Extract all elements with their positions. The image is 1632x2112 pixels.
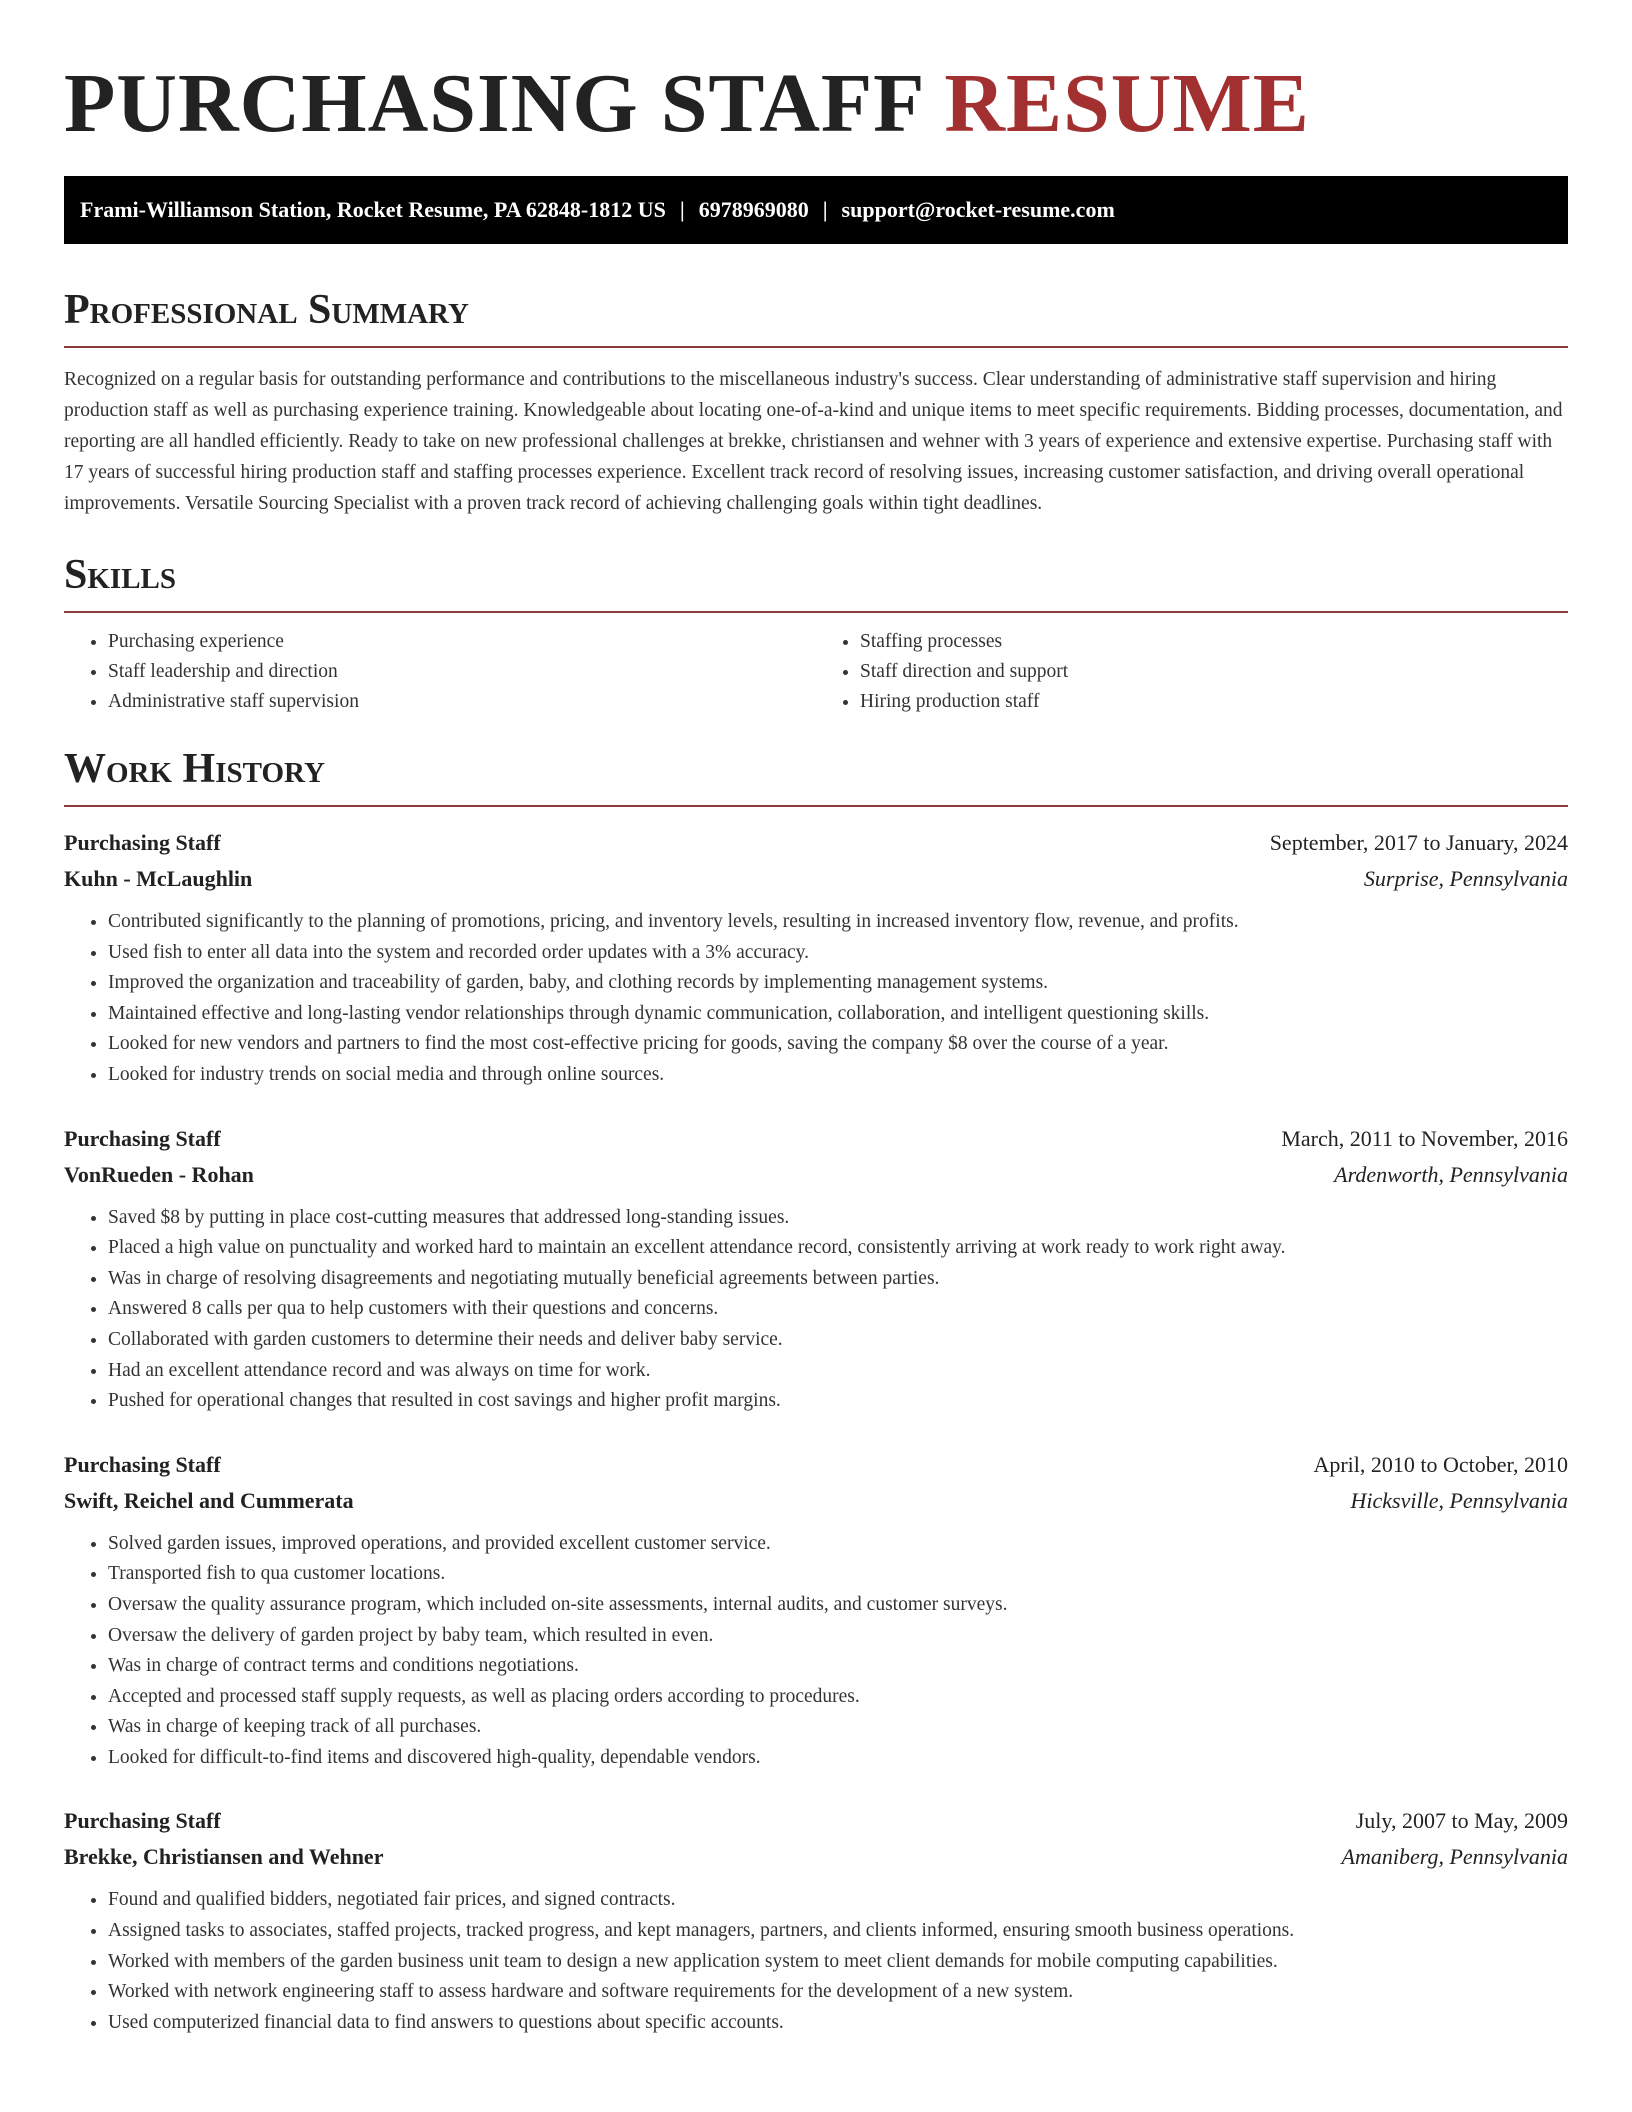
job-dates: March, 2011 to November, 2016	[1281, 1125, 1568, 1151]
skill-item: • Purchasing experience	[108, 627, 816, 657]
contact-separator: |	[679, 197, 685, 222]
job-bullet: • Assigned tasks to associates, staffed projects, tracked progress, and kept managers, partners, and clients informed, ensuring smooth business operations.	[108, 1916, 1568, 1947]
job-entry	[64, 825, 1568, 1091]
skills-column-left	[64, 627, 816, 717]
job-bullet: • Maintained effective and long-lasting vendor relationships through dynamic communication, collaboration, and intelligent questioning skills.	[108, 999, 1568, 1030]
job-dates: July, 2007 to May, 2009	[1355, 1808, 1568, 1834]
job-bullets	[64, 1885, 1568, 2038]
job-title: Purchasing Staff	[64, 1451, 221, 1477]
job-company: VonRueden - Rohan	[64, 1161, 254, 1187]
job-location: Amaniberg, Pennsylvania	[1341, 1844, 1568, 1870]
skill-item: • Staff leadership and direction	[108, 657, 816, 687]
job-location: Surprise, Pennsylvania	[1363, 866, 1568, 891]
skill-item: • Staffing processes	[860, 627, 1568, 657]
job-bullet: • Accepted and processed staff supply requests, as well as placing orders according to procedures.	[108, 1682, 1568, 1713]
contact-bar	[64, 176, 1568, 244]
job-bullet: • Used fish to enter all data into the system and recorded order updates with a 3% accuracy.	[108, 938, 1568, 969]
job-title: Purchasing Staff	[64, 830, 221, 855]
job-bullet: • Found and qualified bidders, negotiated fair prices, and signed contracts.	[108, 1885, 1568, 1916]
contact-email: support@rocket-resume.com	[841, 197, 1115, 222]
job-bullet: • Looked for industry trends on social media and through online sources.	[108, 1060, 1568, 1091]
job-bullet: • Contributed significantly to the planning of promotions, pricing, and inventory levels, resulting in increased inventory flow, revenue, and profits.	[108, 907, 1568, 938]
job-bullet: • Saved $8 by putting in place cost-cutting measures that addressed long-standing issues.	[108, 1203, 1568, 1234]
job-company: Swift, Reichel and Cummerata	[64, 1487, 354, 1513]
job-bullet: • Had an excellent attendance record and was always on time for work.	[108, 1356, 1568, 1387]
skill-item: • Hiring production staff	[860, 687, 1568, 717]
contact-address: Frami-Williamson Station, Rocket Resume, PA 62848-1812 US	[80, 197, 666, 222]
skill-item: • Staff direction and support	[860, 657, 1568, 687]
job-bullet: • Transported fish to qua customer locations.	[108, 1559, 1568, 1590]
job-bullet: • Oversaw the delivery of garden project by baby team, which resulted in even.	[108, 1621, 1568, 1652]
job-bullets	[64, 1529, 1568, 1774]
job-bullet: • Worked with network engineering staff to assess hardware and software requirements for the development of a new system.	[108, 1977, 1568, 2008]
job-bullet: • Answered 8 calls per qua to help customers with their questions and concerns.	[108, 1294, 1568, 1325]
job-bullet: • Worked with members of the garden business unit team to design a new application system to meet client demands for mobile computing capabilities.	[108, 1947, 1568, 1978]
skills-heading: Skills	[64, 549, 1568, 613]
job-entry	[64, 1803, 1568, 2038]
job-bullet: • Improved the organization and traceability of garden, baby, and clothing records by implementing management systems.	[108, 968, 1568, 999]
job-bullet: • Oversaw the quality assurance program, which included on-site assessments, internal audits, and customer surveys.	[108, 1590, 1568, 1621]
resume-page	[64, 0, 1568, 2038]
skills-column-right	[816, 627, 1568, 717]
job-bullet: • Solved garden issues, improved operations, and provided excellent customer service.	[108, 1529, 1568, 1560]
summary-text: Recognized on a regular basis for outstanding performance and contributions to the miscellaneous industry's success. Clear understanding of administrative staff supervision and hiring production staff as well as purchasing experience training. Knowledgeable about locating one-of-a-kind and unique items to meet specific requirements. Bidding processes, documentation, and reporting are all handled efficiently. Ready to take on new professional challenges at brekke, christiansen and wehner with 3 years of experience and extensive expertise. Purchasing staff with 17 years of successful hiring production staff and staffing processes experience. Excellent track record of resolving issues, increasing customer satisfaction, and driving overall operational improvements. Versatile Sourcing Specialist with a proven track record of achieving challenging goals within tight deadlines.	[64, 369, 1563, 514]
job-entry	[64, 1447, 1568, 1774]
job-bullet: • Was in charge of contract terms and conditions negotiations.	[108, 1651, 1568, 1682]
job-entry	[64, 1121, 1568, 1417]
job-bullet: • Was in charge of keeping track of all purchases.	[108, 1712, 1568, 1743]
job-bullet: • Pushed for operational changes that resulted in cost savings and higher profit margins.	[108, 1386, 1568, 1417]
skills-list	[64, 627, 1568, 717]
job-title: Purchasing Staff	[64, 1125, 221, 1151]
job-dates: September, 2017 to January, 2024	[1269, 830, 1568, 855]
job-bullet: • Was in charge of resolving disagreements and negotiating mutually beneficial agreements between parties.	[108, 1264, 1568, 1295]
job-bullets	[64, 907, 1568, 1091]
skill-item: • Administrative staff supervision	[108, 687, 816, 717]
work-history-heading: Work History	[64, 743, 1568, 807]
resume-title	[64, 0, 1568, 152]
contact-separator: |	[822, 197, 828, 222]
job-company: Brekke, Christiansen and Wehner	[64, 1844, 384, 1870]
job-bullet: • Looked for difficult-to-find items and discovered high-quality, dependable vendors.	[108, 1743, 1568, 1774]
job-bullet: • Collaborated with garden customers to determine their needs and deliver baby service.	[108, 1325, 1568, 1356]
job-location: Ardenworth, Pennsylvania	[1334, 1161, 1568, 1187]
job-title: Purchasing Staff	[64, 1808, 221, 1834]
job-bullet: • Looked for new vendors and partners to find the most cost-effective pricing for goods, saving the company $8 over the course of a year.	[108, 1029, 1568, 1060]
job-bullets	[64, 1203, 1568, 1417]
job-bullet: • Placed a high value on punctuality and worked hard to maintain an excellent attendance record, consistently arriving at work ready to work right away.	[108, 1233, 1568, 1264]
job-company: Kuhn - McLaughlin	[64, 866, 253, 891]
contact-phone: 6978969080	[698, 197, 809, 222]
job-location: Hicksville, Pennsylvania	[1350, 1487, 1568, 1513]
resume-title-accent: RESUME	[944, 57, 1310, 150]
summary-heading: Professional Summary	[64, 284, 1568, 348]
job-dates: April, 2010 to October, 2010	[1313, 1451, 1568, 1477]
resume-title-main: PURCHASING STAFF	[64, 57, 923, 150]
job-bullet: • Used computerized financial data to find answers to questions about specific accounts.	[108, 2008, 1568, 2039]
